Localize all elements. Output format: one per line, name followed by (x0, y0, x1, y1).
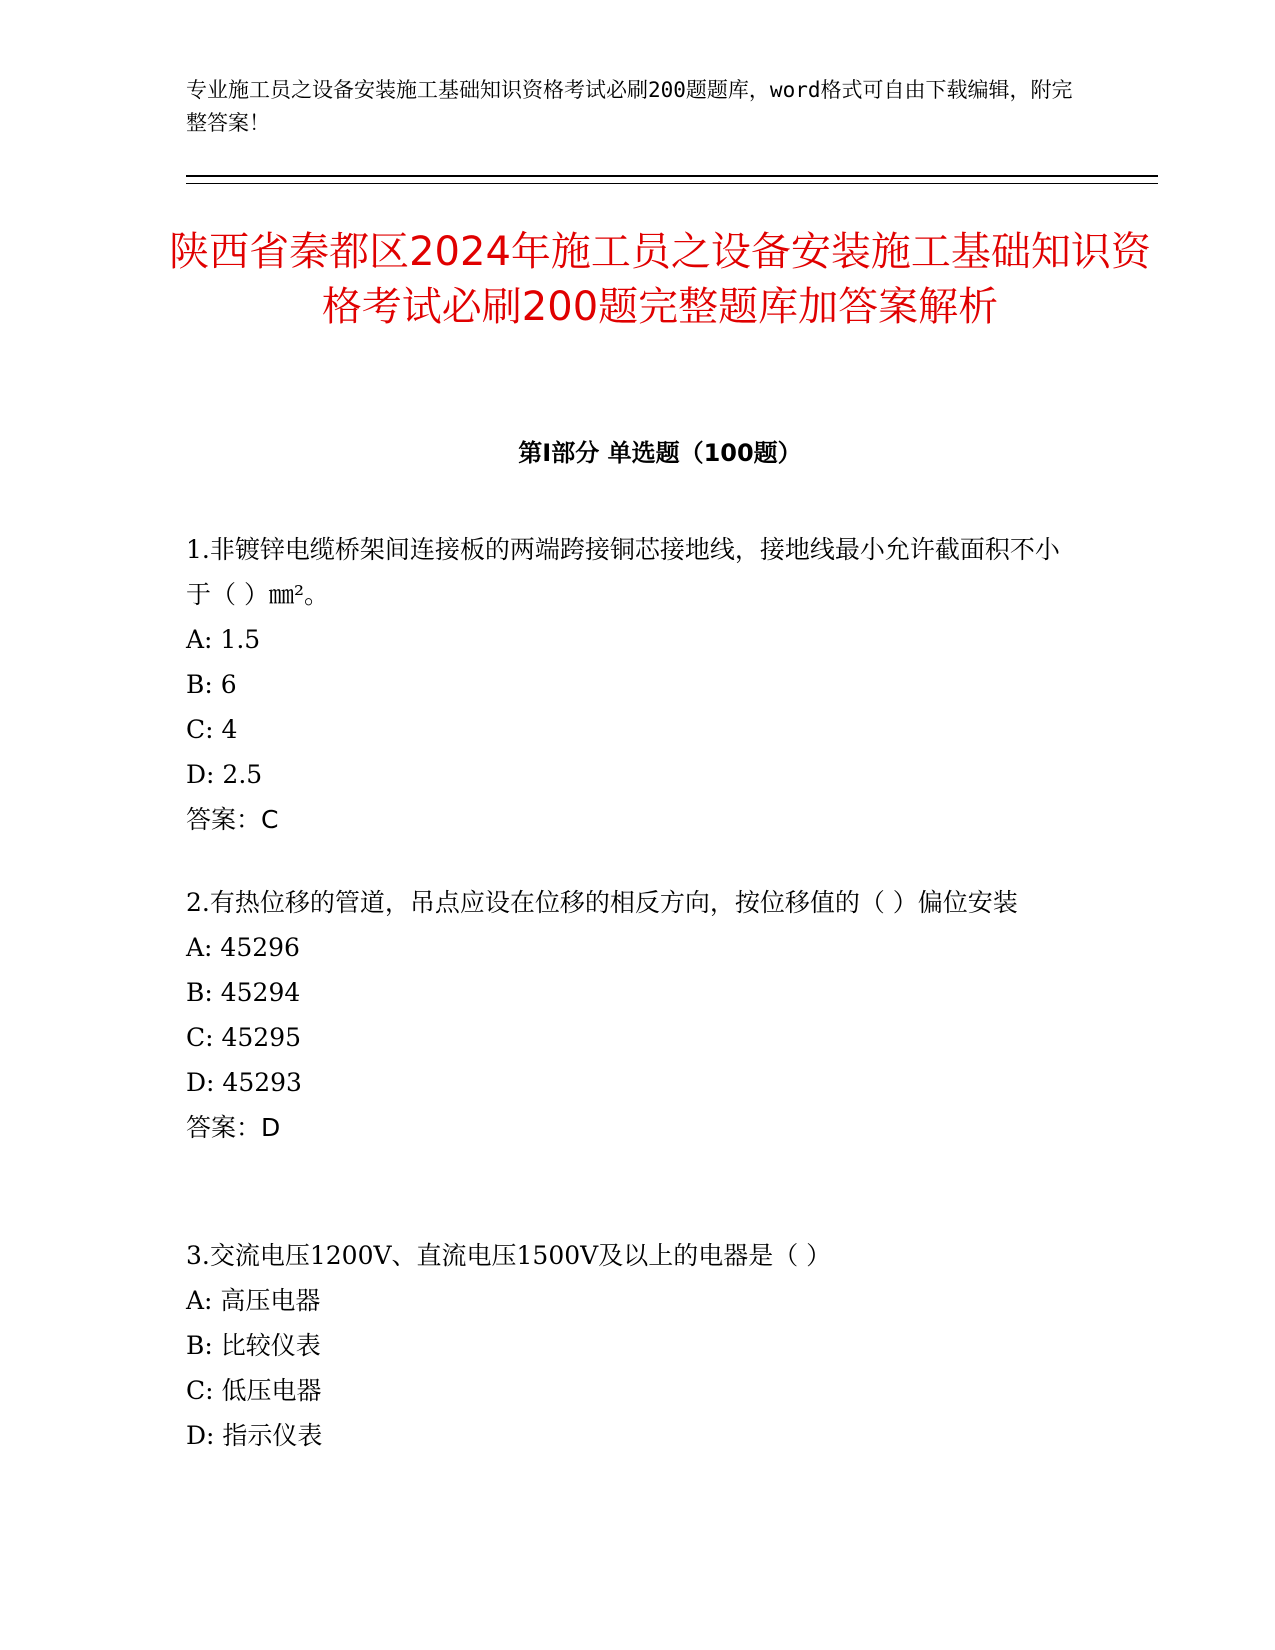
header-divider-thick (186, 175, 1158, 177)
section-heading: 第I部分 单选题（100题） (518, 439, 802, 467)
answer-line: 答案：D (186, 1113, 281, 1142)
option-a: A: 1.5 (186, 625, 261, 654)
header-note: 专业施工员之设备安装施工基础知识资格考试必刷200题题库，word格式可自由下载编辑，附完整答案！ (186, 78, 1073, 135)
document-title: 陕西省秦都区2024年施工员之设备安装施工基础知识资格考试必刷200题完整题库加答案解析 (169, 229, 1151, 330)
question-3 (186, 1233, 1076, 1458)
option-b: B: 6 (186, 670, 237, 699)
option-c: C: 4 (186, 715, 238, 744)
answer-line: 答案：C (186, 805, 279, 834)
option-a: A: 高压电器 (186, 1286, 321, 1315)
question-1 (186, 527, 1076, 842)
option-d: D: 2.5 (186, 760, 263, 789)
option-b: B: 比较仪表 (186, 1331, 321, 1360)
question-text: 1.非镀锌电缆桥架间连接板的两端跨接铜芯接地线，接地线最小允许截面积不小于（ ）㎜²。 (186, 535, 1060, 609)
option-d: D: 指示仪表 (186, 1421, 323, 1450)
question-2 (186, 880, 1076, 1150)
option-d: D: 45293 (186, 1068, 302, 1097)
option-c: C: 低压电器 (186, 1376, 322, 1405)
option-a: A: 45296 (186, 933, 300, 962)
question-text: 2.有热位移的管道，吊点应设在位移的相反方向，按位移值的（ ）偏位安装 (186, 888, 1018, 917)
question-text: 3.交流电压1200V、直流电压1500V及以上的电器是（ ） (186, 1241, 832, 1270)
option-b: B: 45294 (186, 978, 301, 1007)
header-divider-thin (186, 183, 1158, 184)
option-c: C: 45295 (186, 1023, 302, 1052)
